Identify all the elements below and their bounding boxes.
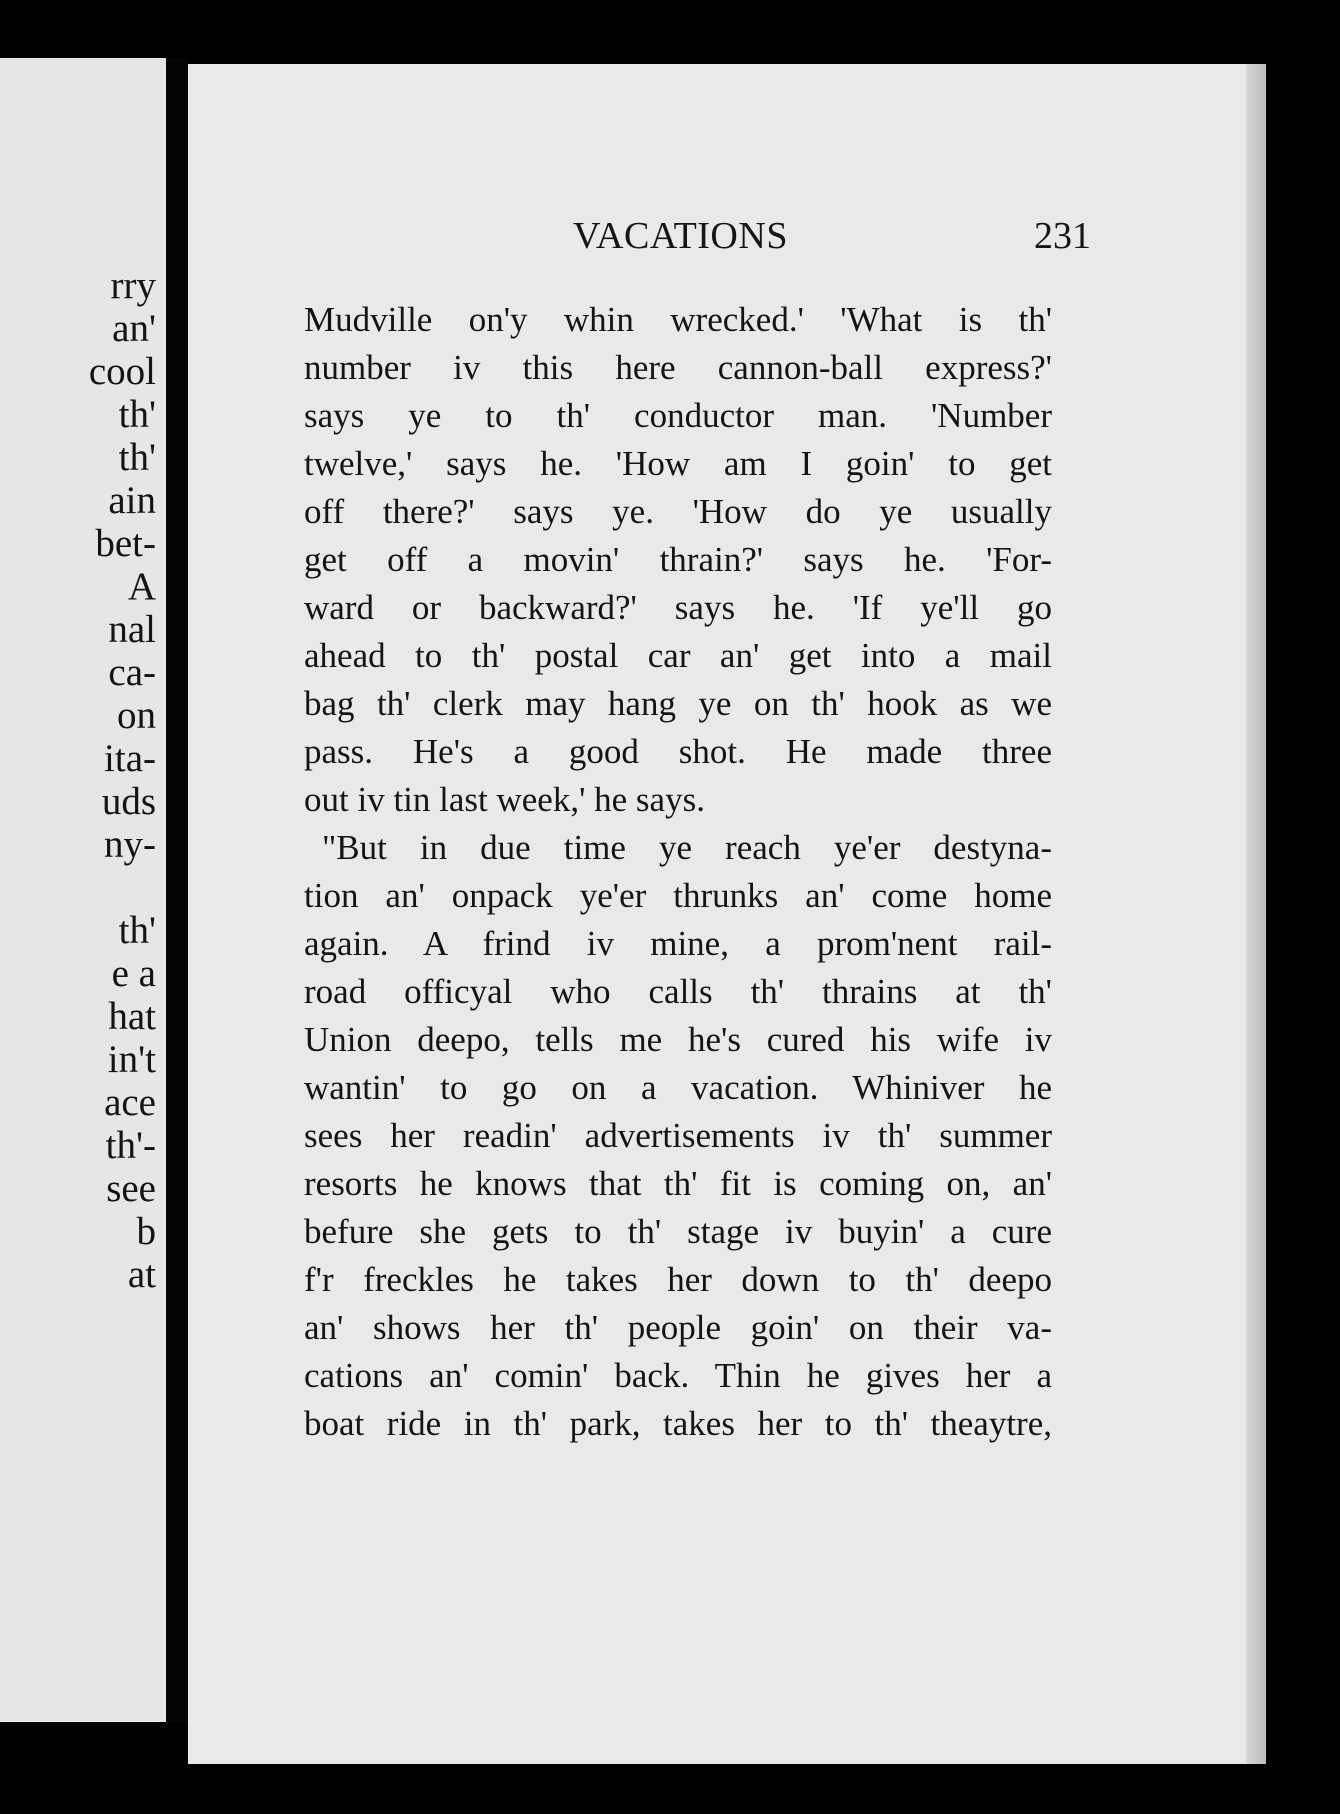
text-line: tion an' onpack ye'er thrunks an' come home [304, 876, 1052, 915]
left-line-fragment: ain [108, 479, 156, 522]
left-line-fragment: th' [118, 436, 156, 479]
text-line: ahead to th' postal car an' get into a mail [304, 636, 1052, 675]
left-line-fragment: rry [110, 264, 156, 307]
text-line: bag th' clerk may hang ye on th' hook as we [304, 684, 1052, 723]
text-line: cations an' comin' back. Thin he gives her a [304, 1356, 1052, 1395]
text-line: pass. He's a good shot. He made three [304, 732, 1052, 771]
text-line: off there?' says ye. 'How do ye usually [304, 492, 1052, 531]
left-line-fragment: b [136, 1210, 156, 1253]
left-line-fragment: at [127, 1253, 156, 1296]
text-line: boat ride in th' park, takes her to th' theaytre, [304, 1404, 1052, 1443]
text-line: get off a movin' thrain?' says he. 'For- [304, 540, 1052, 579]
text-line: "But in due time ye reach ye'er destyna- [322, 828, 1052, 867]
left-line-fragment: ca- [108, 651, 156, 694]
body-text [304, 296, 1248, 1448]
text-line: again. A frind iv mine, a prom'nent rail- [304, 924, 1052, 963]
text-line: an' shows her th' people goin' on their va- [304, 1308, 1052, 1347]
left-line-fragment: cool [88, 350, 156, 393]
running-head: VACATIONS [573, 215, 788, 257]
left-line-fragment: uds [101, 780, 156, 823]
left-line-fragment: th'- [105, 1124, 156, 1167]
left-line-fragment: an' [112, 307, 156, 350]
right-page [188, 64, 1266, 1764]
left-line-fragment: th' [118, 393, 156, 436]
text-line: Union deepo, tells me he's cured his wife iv [304, 1020, 1052, 1059]
text-line: f'r freckles he takes her down to th' deepo [304, 1260, 1052, 1299]
book-spine [166, 58, 188, 1722]
left-line-fragment: on [117, 694, 156, 737]
left-line-fragment: th' [118, 909, 156, 952]
left-line-fragment: e a [111, 952, 156, 995]
text-line: ward or backward?' says he. 'If ye'll go [304, 588, 1052, 627]
left-line-fragment: A [127, 565, 156, 608]
page-edge-shadow [1246, 64, 1266, 1764]
left-line-fragment: nal [108, 608, 156, 651]
left-line-fragment: in't [107, 1038, 156, 1081]
left-line-fragment: ace [104, 1081, 156, 1124]
page-number: 231 [1034, 215, 1091, 257]
text-line: befure she gets to th' stage iv buyin' a cure [304, 1212, 1052, 1251]
text-line: road officyal who calls th' thrains at th' [304, 972, 1052, 1011]
text-line: number iv this here cannon-ball express?' [304, 348, 1052, 387]
left-line-fragment: see [106, 1167, 156, 1210]
left-line-fragment: hat [108, 995, 156, 1038]
left-line-fragment: ita- [104, 737, 156, 780]
text-line: Mudville on'y whin wrecked.' 'What is th' [304, 300, 1052, 339]
text-line: resorts he knows that th' fit is coming on, an' [304, 1164, 1052, 1203]
text-line: sees her readin' advertisements iv th' summer [304, 1116, 1052, 1155]
left-line-fragment: ny- [104, 823, 156, 866]
text-line: says ye to th' conductor man. 'Number [304, 396, 1052, 435]
left-page-fragment [0, 58, 166, 1722]
left-line-fragment: bet- [95, 522, 156, 565]
text-line: out iv tin last week,' he says. [304, 780, 705, 819]
text-line: wantin' to go on a vacation. Whiniver he [304, 1068, 1052, 1107]
text-line: twelve,' says he. 'How am I goin' to get [304, 444, 1052, 483]
